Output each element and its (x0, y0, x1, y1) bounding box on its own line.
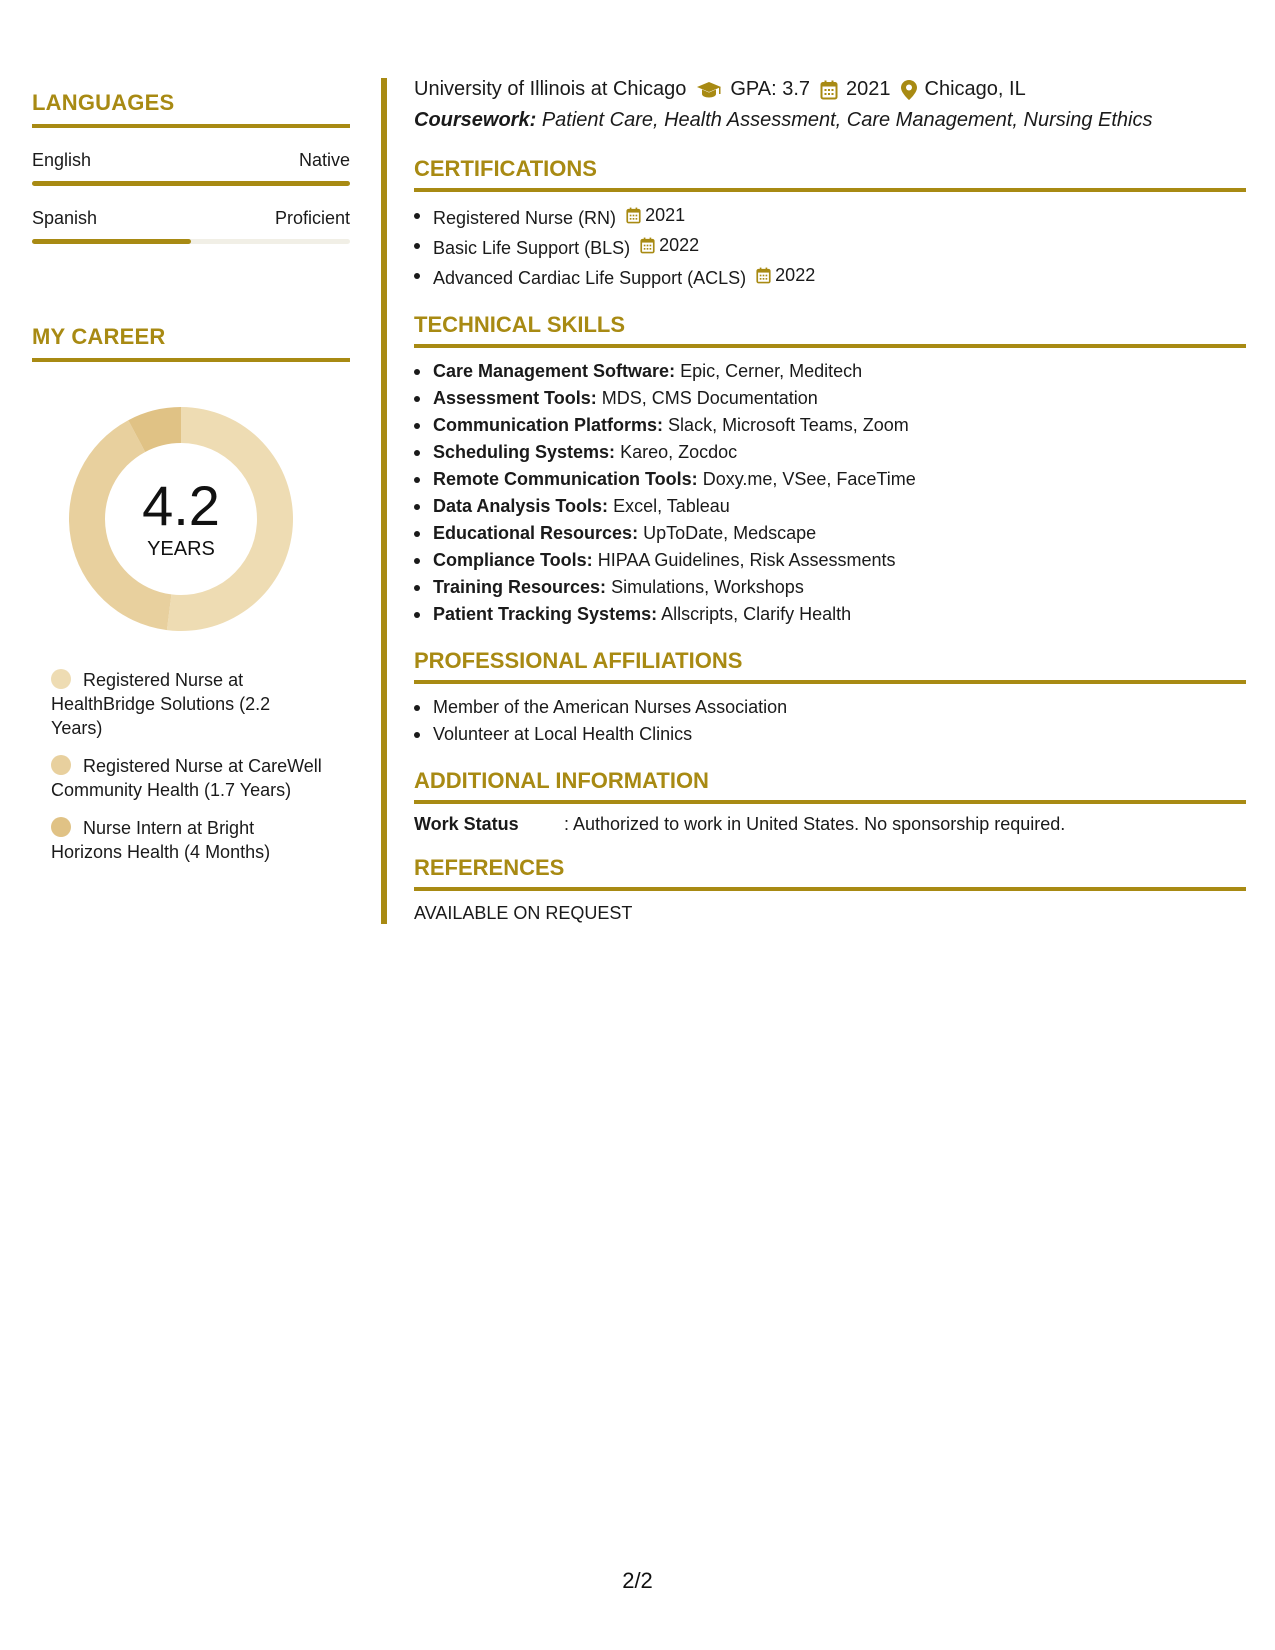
languages-rule (32, 124, 350, 128)
languages-heading: LANGUAGES (32, 90, 175, 115)
career-legend (32, 668, 322, 864)
skill-value: Epic, Cerner, Meditech (680, 361, 863, 381)
calendar-icon (756, 267, 771, 284)
cert-name: Basic Life Support (BLS) (433, 238, 631, 258)
technical-skills-section (414, 312, 1246, 628)
list-item (414, 358, 1246, 385)
section-rule (414, 188, 1246, 192)
column-divider (381, 78, 387, 924)
list-item (414, 202, 1246, 232)
skill-label: Communication Platforms: (433, 415, 664, 435)
language-item (32, 208, 350, 244)
cert-name: Registered Nurse (RN) (433, 208, 617, 228)
coursework-value: Patient Care, Health Assessment, Care Management, Nursing Ethics (541, 109, 1153, 131)
education-gpa: GPA: 3.7 (730, 78, 811, 100)
language-proficiency-bar (32, 181, 350, 186)
technical-skills-heading: TECHNICAL SKILLS (414, 312, 626, 337)
list-item (414, 493, 1246, 520)
affiliations-heading: PROFESSIONAL AFFILIATIONS (414, 648, 743, 673)
legend-item (51, 668, 322, 740)
language-item (32, 150, 350, 186)
coursework-label: Coursework: (414, 109, 537, 131)
list-item (414, 520, 1246, 547)
skill-value: Simulations, Workshops (611, 577, 804, 597)
coursework-line (414, 109, 1246, 132)
technical-skills-list (414, 358, 1246, 628)
legend-label: Registered Nurse at CareWell Community Health (1.7 Years) (51, 756, 322, 800)
cert-year: 2021 (645, 205, 686, 225)
list-item: Member of the American Nurses Association (414, 694, 1246, 721)
skill-label: Care Management Software: (433, 361, 676, 381)
calendar-icon (626, 207, 641, 224)
legend-label: Nurse Intern at Bright Horizons Health (4 Months) (51, 818, 271, 862)
career-section (32, 324, 350, 864)
legend-item (51, 816, 322, 864)
career-rule (32, 358, 350, 362)
cert-year: 2022 (775, 265, 816, 285)
additional-info-section (414, 768, 1246, 835)
work-status-value: : Authorized to work in United States. No sponsorship required. (564, 814, 1066, 834)
list-item (414, 574, 1246, 601)
education-location: Chicago, IL (924, 78, 1026, 100)
education-year: 2021 (846, 78, 891, 100)
language-proficiency-fill (32, 239, 191, 244)
list-item (414, 385, 1246, 412)
skill-label: Educational Resources: (433, 523, 639, 543)
language-name: Spanish (32, 208, 98, 228)
list-item (414, 232, 1246, 262)
career-donut-chart (66, 404, 296, 634)
language-proficiency-fill (32, 181, 350, 186)
skill-label: Scheduling Systems: (433, 442, 616, 462)
skill-value: Excel, Tableau (613, 496, 730, 516)
section-rule (414, 800, 1246, 804)
legend-item (51, 754, 322, 802)
skill-value: MDS, CMS Documentation (601, 388, 818, 408)
skill-value: Kareo, Zocdoc (620, 442, 738, 462)
skill-value: Slack, Microsoft Teams, Zoom (668, 415, 909, 435)
main-content (414, 78, 1246, 924)
career-total-value: 4.2 (142, 473, 220, 537)
affiliations-section (414, 648, 1246, 748)
language-level: Proficient (274, 208, 350, 228)
skill-label: Training Resources: (433, 577, 607, 597)
skill-label: Compliance Tools: (433, 550, 593, 570)
education-line (414, 78, 1246, 101)
work-status-row (414, 814, 1246, 835)
additional-info-heading: ADDITIONAL INFORMATION (414, 768, 709, 793)
skill-value: UpToDate, Medscape (643, 523, 817, 543)
calendar-icon (640, 237, 655, 254)
skill-label: Remote Communication Tools: (433, 469, 698, 489)
list-item (414, 601, 1246, 628)
sidebar (32, 90, 350, 878)
graduation-cap-icon (696, 81, 722, 99)
skill-label: Data Analysis Tools: (433, 496, 609, 516)
list-item (414, 412, 1246, 439)
list-item (414, 466, 1246, 493)
list-item (414, 439, 1246, 466)
calendar-icon (820, 80, 838, 100)
language-level: Native (298, 150, 350, 170)
list-item (414, 262, 1246, 292)
language-proficiency-bar (32, 239, 350, 244)
legend-label: Registered Nurse at HealthBridge Solutions (2.2 Years) (51, 670, 271, 738)
legend-dot-icon (51, 669, 71, 689)
education-school: University of Illinois at Chicago (414, 78, 687, 100)
map-pin-icon (901, 80, 917, 100)
section-rule (414, 887, 1246, 891)
legend-dot-icon (51, 817, 71, 837)
skill-value: HIPAA Guidelines, Risk Assessments (597, 550, 896, 570)
cert-year: 2022 (659, 235, 700, 255)
section-rule (414, 344, 1246, 348)
page-number: 2/2 (622, 1568, 653, 1593)
skill-label: Assessment Tools: (433, 388, 597, 408)
skill-value: Allscripts, Clarify Health (661, 604, 852, 624)
career-total-unit: YEARS (147, 537, 215, 560)
skill-value: Doxy.me, VSee, FaceTime (702, 469, 916, 489)
career-heading: MY CAREER (32, 324, 166, 349)
list-item (414, 547, 1246, 574)
references-heading: REFERENCES (414, 855, 565, 880)
skill-label: Patient Tracking Systems: (433, 604, 658, 624)
list-item: Volunteer at Local Health Clinics (414, 721, 1246, 748)
section-rule (414, 680, 1246, 684)
certifications-list (414, 202, 1246, 292)
languages-section (32, 90, 350, 244)
language-name: English (32, 150, 92, 170)
references-text: AVAILABLE ON REQUEST (414, 903, 633, 923)
cert-name: Advanced Cardiac Life Support (ACLS) (433, 268, 747, 288)
work-status-label: Work Status (414, 814, 519, 834)
affiliations-list (414, 694, 1246, 748)
legend-dot-icon (51, 755, 71, 775)
references-section (414, 855, 1246, 924)
certifications-section (414, 156, 1246, 292)
certifications-heading: CERTIFICATIONS (414, 156, 597, 181)
